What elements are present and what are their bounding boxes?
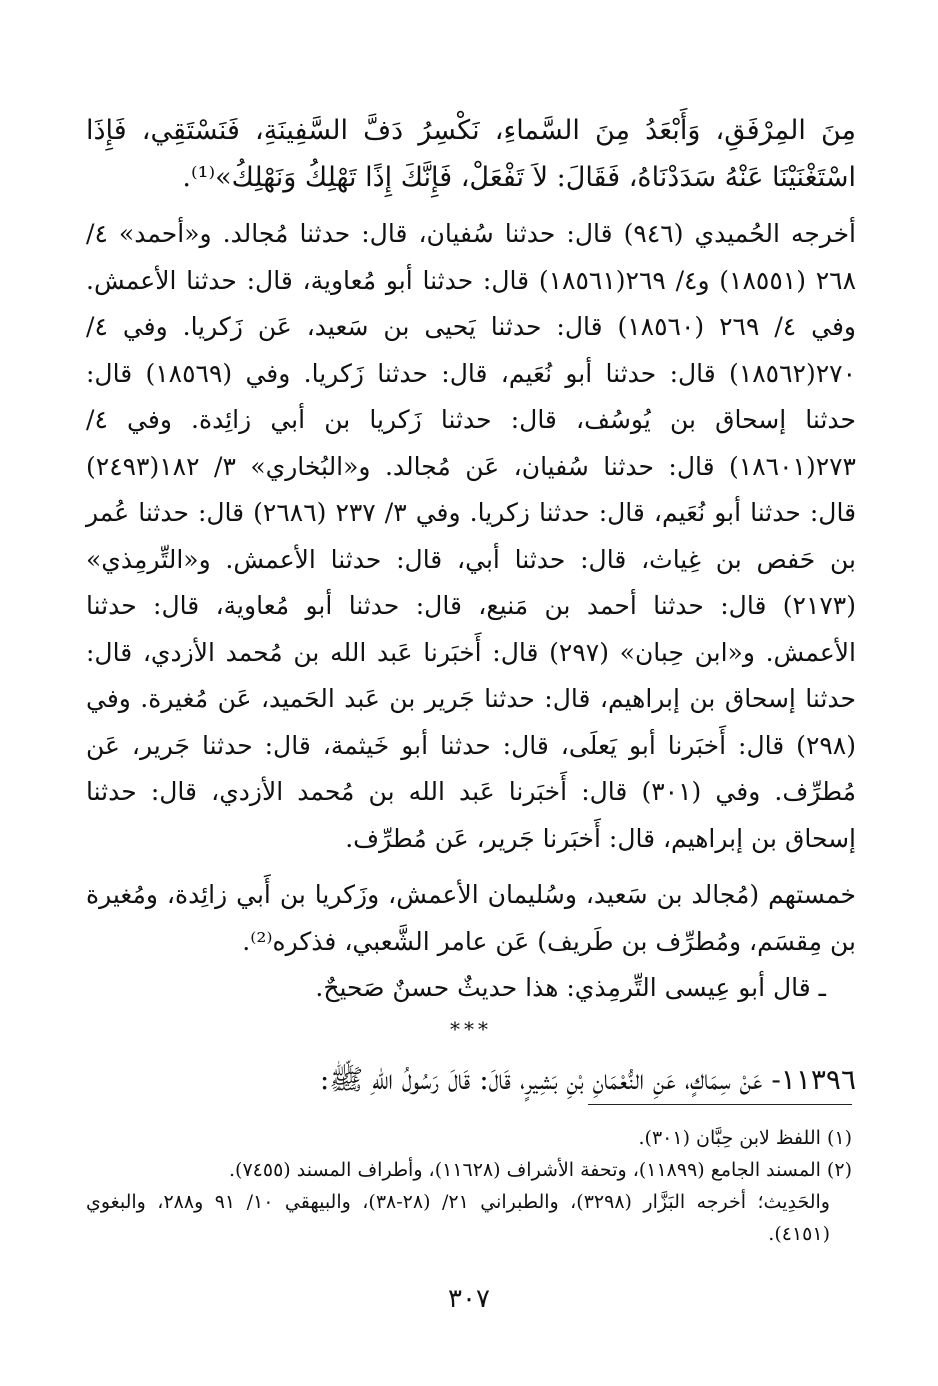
- section-separator: ***: [450, 1016, 492, 1041]
- hadith-text-ending: مِنَ المِرْفَقِ، وَأَبْعَدُ مِنَ السَّماءِ، نَكْسِرُ دَفَّ السَّفِينَةِ، فَنَسْتَقِي، فَإِذَا اسْتَغْنَيْنَا عَنْهُ سَدَدْنَاهُ، فَقَالَ: لاَ تَفْعَلْ، فَإِنَّكَ إِذًا تَهْلِكُ وَنَهْلِكُ»⁽¹⁾.: [86, 115, 856, 193]
- next-hadith-heading: ١١٣٩٦- عَنْ سِمَاكٍ، عَنِ النُّعْمَانِ بْنِ بَشِيرٍ، قَالَ: قَالَ رَسُولُ اللهِ ﷺ:: [319, 1062, 856, 1096]
- tirmidhi-verdict: ـ قال أبو عِيسى التِّرمِذي: هذا حديثٌ حسنٌ صَحيحٌ.: [315, 973, 826, 1002]
- footnote-1: (١) اللفظ لابن حِبَّان (٣٠١).: [638, 1127, 852, 1149]
- footnote-divider: [588, 1104, 852, 1105]
- footnote-2: (٢) المسند الجامع (١١٨٩٩)، وتحفة الأشراف (١١٦٢٨)، وأطراف المسند (٧٤٥٥).: [229, 1159, 852, 1181]
- takhrij-paragraph: أخرجه الحُميدي (٩٤٦) قال: حدثنا سُفيان، قال: حدثنا مُجالد. و«أحمد» ٤/ ٢٦٨ (١٨٥٥١) و٤/ ٢٦٩(١٨٥٦١) قال: حدثنا أبو مُعاوية، قال: حدثنا الأعمش. وفي ٤/ ٢٦٩ (١٨٥٦٠) قال: حدثنا يَحيى بن سَعيد، عَن زَكريا. وفي ٤/ ٢٧٠(١٨٥٦٢) قال: حدثنا أبو نُعَيم، قال: حدثنا زَكريا. وفي (١٨٥٦٩) قال: حدثنا إسحاق بن يُوسُف، قال: حدثنا زَكريا بن أبي زائِدة. وفي ٤/ ٢٧٣(١٨٦٠١) قال: حدثنا سُفيان، عَن مُجالد. و«البُخاري» ٣/ ١٨٢(٢٤٩٣) قال: حدثنا أبو نُعَيم، قال: حدثنا زكريا. وفي ٣/ ٢٣٧ (٢٦٨٦) قال: حدثنا عُمر بن حَفص بن غِياث، قال: حدثنا أبي، قال: حدثنا الأعمش. و«التِّرمِذي» (٢١٧٣) قال: حدثنا أحمد بن مَنيع، قال: حدثنا أبو مُعاوية، قال: حدثنا الأعمش. و«ابن حِبان» (٢٩٧) قال: أَخبَرنا عَبد الله بن مُحمد الأزدي، قال: حدثنا إسحاق بن إبراهيم، قال: حدثنا جَرير بن عَبد الحَميد، عَن مُغيرة. وفي (٢٩٨) قال: أَخبَرنا أبو يَعلَى، قال: حدثنا أبو خَيثمة، قال: حدثنا جَرير، عَن مُطرِّف. وفي (٣٠١) قال: أَخبَرنا عَبد الله بن مُحمد الأزدي، قال: حدثنا إسحاق بن إبراهيم، قال: أَخبَرنا جَرير، عَن مُطرِّف.: [86, 219, 857, 853]
- footnote-2-continuation: والحَدِيث؛ أخرجه البَزَّار (٣٢٩٨)، والطبراني ٢١/ (٢٨-٣٨)، والبيهقي ١٠/ ٩١ و٢٨٨، والبغوي (٤١٥١).: [86, 1191, 830, 1245]
- footnotes: [86, 1122, 852, 1250]
- page-number: ٣٠٧: [448, 1284, 490, 1314]
- narrators-summary: خمستهم (مُجالد بن سَعيد، وسُليمان الأعمش، وزَكريا بن أَبي زائِدة، ومُغيرة بن مِقسَم، ومُطرِّف بن طَريف) عَن عامر الشَّعبي، فذكره⁽²⁾.: [86, 880, 856, 956]
